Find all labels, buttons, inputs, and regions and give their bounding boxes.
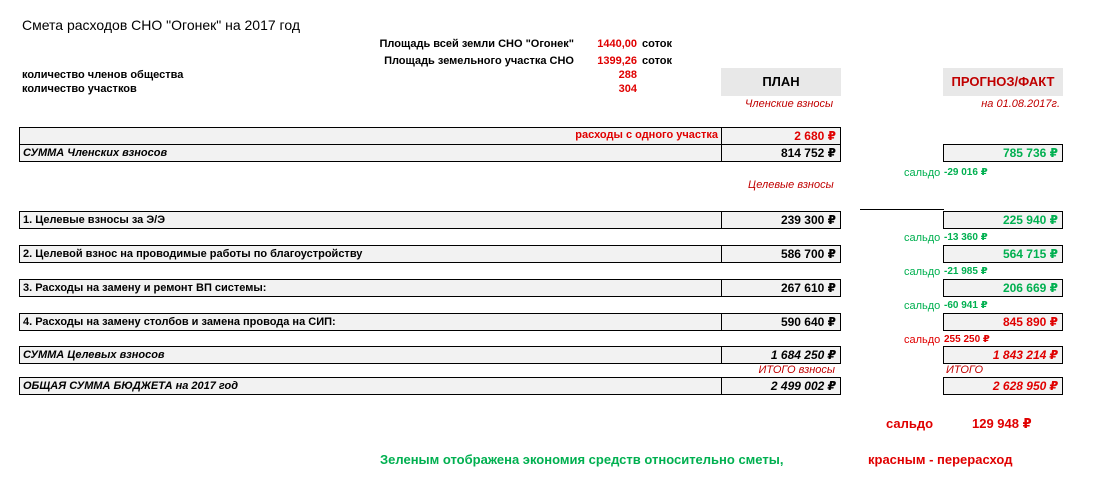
row-label: 3. Расходы на замену и ремонт ВП системы: xyxy=(23,282,267,294)
budget-row xyxy=(19,377,722,395)
saldo-label: сальдо xyxy=(904,266,941,278)
plan-total-note: ИТОГО взносы xyxy=(758,364,835,376)
row-saldo: 255 250 ₽ xyxy=(944,334,990,345)
membership-sum-fact: 785 736 ₽ xyxy=(943,144,1063,162)
budget-label: ОБЩАЯ СУММА БЮДЖЕТА на 2017 год xyxy=(23,380,239,392)
target-section-label: Целевые взносы xyxy=(748,179,834,191)
membership-sum-row xyxy=(19,144,722,162)
plot-land-unit: соток xyxy=(642,55,673,67)
members-label: количество членов общества xyxy=(22,69,184,81)
target-sum-label: СУММА Целевых взносов xyxy=(23,349,165,361)
membership-sum-plan: 814 752 ₽ xyxy=(721,144,841,162)
final-saldo-value: 129 948 ₽ xyxy=(972,416,1032,431)
members-value: 288 xyxy=(618,69,637,81)
row-plan: 586 700 ₽ xyxy=(721,245,841,263)
plots-label: количество участков xyxy=(22,83,137,95)
row-fact: 564 715 ₽ xyxy=(943,245,1063,263)
page-title: Смета расходов СНО "Огонек" на 2017 год xyxy=(22,17,300,33)
row-label: 1. Целевые взносы за Э/Э xyxy=(23,214,166,226)
saldo-label: сальдо xyxy=(904,334,941,346)
table-row xyxy=(19,279,722,297)
per-plot-row xyxy=(19,127,722,145)
target-sum-fact: 1 843 214 ₽ xyxy=(943,346,1063,364)
saldo-label: сальдо xyxy=(904,300,941,312)
table-row xyxy=(19,313,722,331)
row-fact: 845 890 ₽ xyxy=(943,313,1063,331)
saldo-label: сальдо xyxy=(904,167,941,179)
per-plot-value: 2 680 ₽ xyxy=(721,127,841,145)
membership-sum-label: СУММА Членских взносов xyxy=(23,147,168,159)
legend-overrun: красным - перерасход xyxy=(868,452,1013,467)
plan-subheader: Членские взносы xyxy=(745,98,834,110)
target-sum-plan: 1 684 250 ₽ xyxy=(721,346,841,364)
budget-plan: 2 499 002 ₽ xyxy=(721,377,841,395)
plot-land-value: 1399,26 xyxy=(597,55,637,67)
final-saldo-label: сальдо xyxy=(886,416,934,431)
row-plan: 590 640 ₽ xyxy=(721,313,841,331)
row-plan: 239 300 ₽ xyxy=(721,211,841,229)
saldo-label: сальдо xyxy=(904,232,941,244)
row-saldo: -60 941 ₽ xyxy=(944,300,988,311)
row-fact: 206 669 ₽ xyxy=(943,279,1063,297)
row-saldo: -21 985 ₽ xyxy=(944,266,988,277)
per-plot-label: расходы с одного участка xyxy=(575,129,718,141)
fact-column-header: ПРОГНОЗ/ФАКТ xyxy=(943,68,1063,96)
budget-fact: 2 628 950 ₽ xyxy=(943,377,1063,395)
plots-value: 304 xyxy=(618,83,637,95)
fact-subheader: на 01.08.2017г. xyxy=(981,98,1060,110)
total-land-label: Площадь всей земли СНО "Огонек" xyxy=(379,38,574,50)
row-label: 2. Целевой взнос на проводимые работы по благоустройству xyxy=(23,248,363,260)
row-saldo: -13 360 ₽ xyxy=(944,232,988,243)
row-plan: 267 610 ₽ xyxy=(721,279,841,297)
divider xyxy=(860,209,944,210)
row-label: 4. Расходы на замену столбов и замена провода на СИП: xyxy=(23,316,336,328)
target-sum-row xyxy=(19,346,722,364)
table-row xyxy=(19,245,722,263)
fact-total-note: ИТОГО xyxy=(946,364,984,376)
total-land-unit: соток xyxy=(642,38,673,50)
total-land-value: 1440,00 xyxy=(597,38,637,50)
plot-land-label: Площадь земельного участка СНО xyxy=(384,55,574,67)
membership-saldo-value: -29 016 ₽ xyxy=(944,167,988,178)
row-fact: 225 940 ₽ xyxy=(943,211,1063,229)
plan-column-header: ПЛАН xyxy=(721,68,841,96)
table-row xyxy=(19,211,722,229)
legend-savings: Зеленым отображена экономия средств относительно сметы, xyxy=(380,452,784,467)
